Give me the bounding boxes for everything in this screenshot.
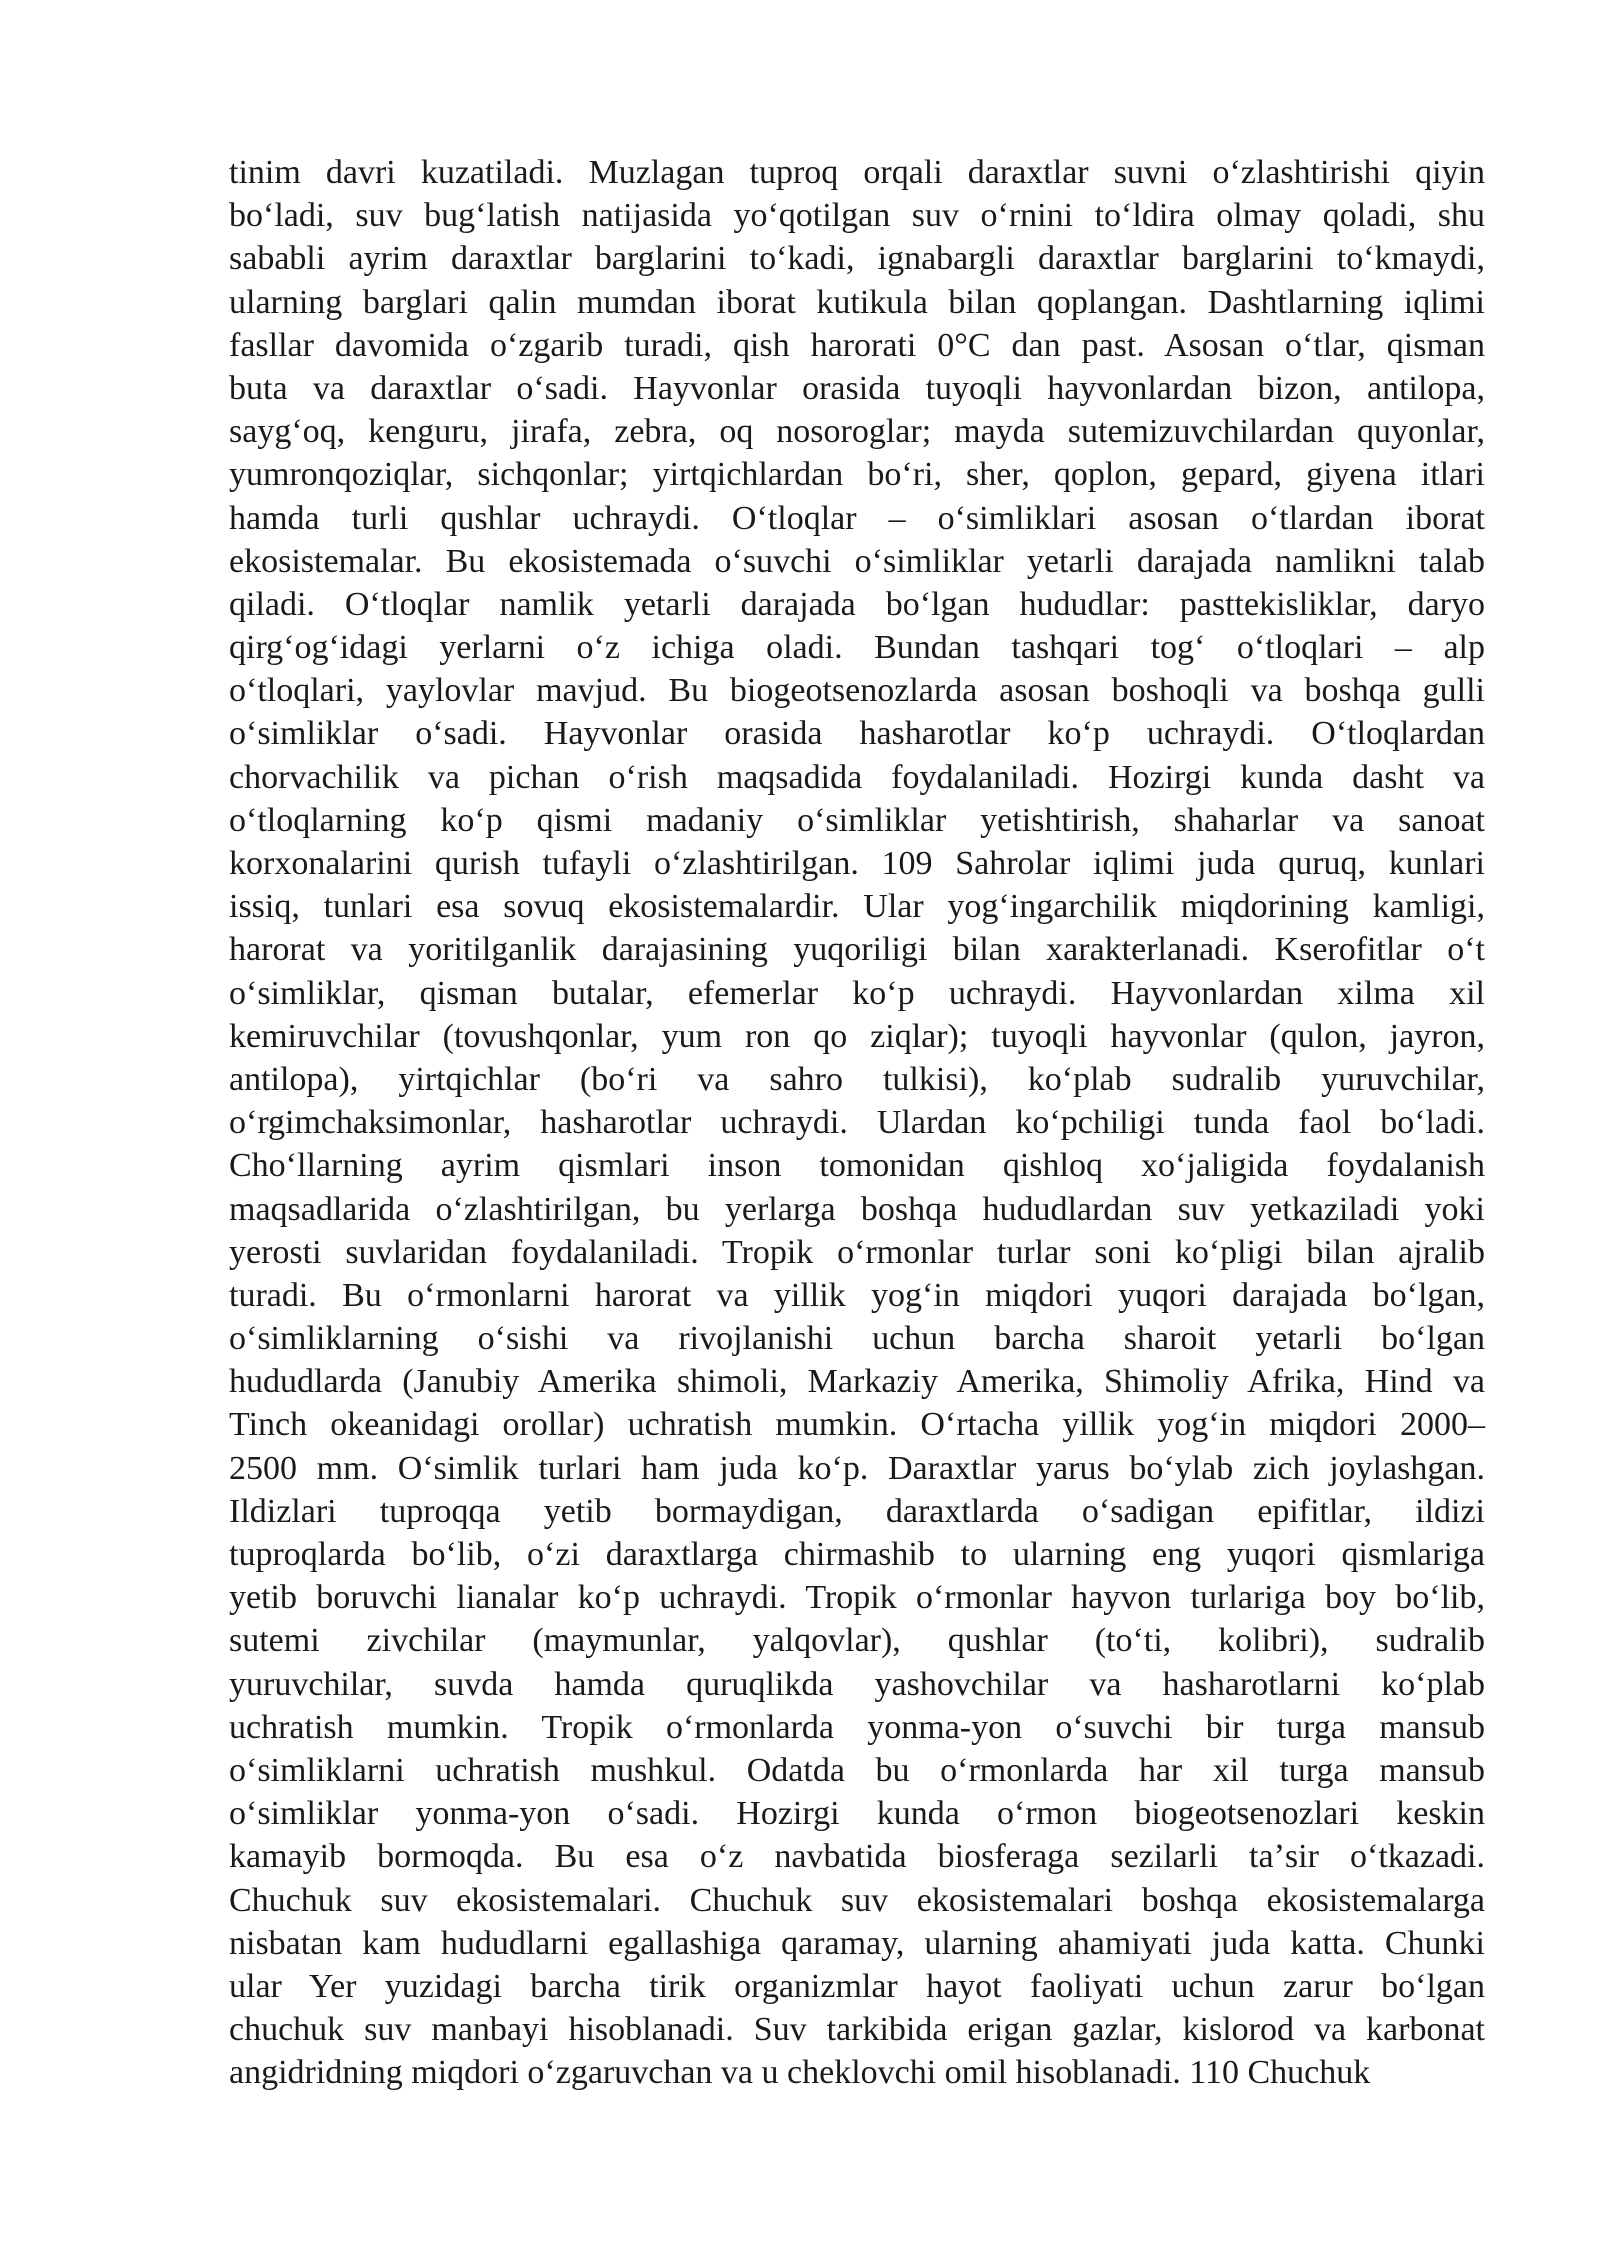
text-line: Tinch okeanidagi orollar) uchratish mumkin. Oʻrtacha yillik yogʻin miqdori 2000– [229,1406,1485,1444]
text-line: yetib boruvchi lianalar koʻp uchraydi. Tropik oʻrmonlar hayvon turlariga boy boʻlib, [229,1579,1485,1617]
text-line: yuruvchilar, suvda hamda quruqlikda yashovchilar va hasharotlarni koʻplab [229,1665,1485,1703]
text-line: buta va daraxtlar oʻsadi. Hayvonlar orasida tuyoqli hayvonlardan bizon, antilopa, [229,369,1485,407]
text-line: maqsadlarida oʻzlashtirilgan, bu yerlarga boshqa hududlardan suv yetkaziladi yoki [229,1190,1485,1228]
text-line: boʻladi, suv bugʻlatish natijasida yoʻqotilgan suv oʻrnini toʻldira olmay qoladi, shu [229,197,1485,235]
text-line: korxonalarini qurish tufayli oʻzlashtirilgan. 109 Sahrolar iqlimi juda quruq, kunlari [229,845,1485,882]
text-line: nisbatan kam hududlarni egallashiga qaramay, ularning ahamiyati juda katta. Chunki [229,1924,1485,1962]
body-text [229,151,1485,2094]
text-line: oʻsimliklarni uchratish mushkul. Odatda bu oʻrmonlarda har xil turga mansub [229,1751,1485,1789]
text-line: antilopa), yirtqichlar (boʻri va sahro tulkisi), koʻplab sudralib yuruvchilar, [229,1060,1485,1098]
text-line: sababli ayrim daraxtlar barglarini toʻkadi, ignabargli daraxtlar barglarini toʻkmaydi, [229,240,1485,278]
text-line: yerosti suvlaridan foydalaniladi. Tropik oʻrmonlar turlar soni koʻpligi bilan ajralib [229,1233,1485,1271]
text-line: 2500 mm. Oʻsimlik turlari ham juda koʻp. Daraxtlar yarus boʻylab zich joylashgan. [229,1449,1485,1487]
text-line: angidridning miqdori oʻzgaruvchan va u cheklovchi omil hisoblanadi. 110 Chuchuk [229,2054,1371,2092]
text-line: hamda turli qushlar uchraydi. Oʻtloqlar – oʻsimliklari asosan oʻtlardan iborat [229,499,1485,537]
text-line: ular Yer yuzidagi barcha tirik organizmlar hayot faoliyati uchun zarur boʻlgan [229,1967,1485,2005]
text-line: oʻsimliklar oʻsadi. Hayvonlar orasida hasharotlar koʻp uchraydi. Oʻtloqlardan [229,715,1485,753]
text-line: oʻsimliklarning oʻsishi va rivojlanishi uchun barcha sharoit yetarli boʻlgan [229,1320,1485,1358]
text-line: uchratish mumkin. Tropik oʻrmonlarda yonma-yon oʻsuvchi bir turga mansub [229,1708,1485,1746]
text-line: Ildizlari tuproqqa yetib bormaydigan, daraxtlarda oʻsadigan epifitlar, ildizi [229,1492,1485,1530]
text-line: harorat va yoritilganlik darajasining yuqoriligi bilan xarakterlanadi. Kserofitlar oʻt [229,931,1485,969]
text-line: Choʻllarning ayrim qismlari inson tomonidan qishloq xoʻjaligida foydalanish [229,1147,1485,1185]
text-line: chuchuk suv manbayi hisoblanadi. Suv tarkibida erigan gazlar, kislorod va karbonat [229,2011,1485,2049]
text-line: turadi. Bu oʻrmonlarni harorat va yillik yogʻin miqdori yuqori darajada boʻlgan, [229,1276,1485,1314]
text-line: sutemi zivchilar (maymunlar, yalqovlar), qushlar (toʻti, kolibri), sudralib [229,1622,1485,1660]
text-line: ularning barglari qalin mumdan iborat kutikula bilan qoplangan. Dashtlarning iqlimi [229,283,1485,321]
text-line: yumronqoziqlar, sichqonlar; yirtqichlardan boʻri, sher, qoplon, gepard, giyena itlari [229,456,1485,494]
text-line: oʻtloqlari, yaylovlar mavjud. Bu biogeotsenozlarda asosan boshoqli va boshqa gulli [229,672,1485,710]
text-line: oʻsimliklar, qisman butalar, efemerlar koʻp uchraydi. Hayvonlardan xilma xil [229,974,1485,1012]
text-line: chorvachilik va pichan oʻrish maqsadida foydalaniladi. Hozirgi kunda dasht va [229,758,1485,796]
text-line: kemiruvchilar (tovushqonlar, yum ron qo ziqlar); tuyoqli hayvonlar (qulon, jayron, [229,1017,1485,1055]
text-line: qirgʻogʻidagi yerlarni oʻz ichiga oladi. Bundan tashqari togʻ oʻtloqlari – alp [229,629,1485,667]
text-line: tuproqlarda boʻlib, oʻzi daraxtlarga chirmashib to ularning eng yuqori qismlariga [229,1536,1485,1573]
text-line: qiladi. Oʻtloqlar namlik yetarli darajada boʻlgan hududlar: pasttekisliklar, daryo [229,585,1485,623]
text-line: issiq, tunlari esa sovuq ekosistemalardir. Ular yogʻingarchilik miqdorining kamligi, [229,888,1485,926]
text-line: ekosistemalar. Bu ekosistemada oʻsuvchi oʻsimliklar yetarli darajada namlikni talab [229,542,1485,580]
text-line: hududlarda (Janubiy Amerika shimoli, Markaziy Amerika, Shimoliy Afrika, Hind va [229,1363,1485,1401]
text-line: fasllar davomida oʻzgarib turadi, qish harorati 0°C dan past. Asosan oʻtlar, qisman [229,326,1485,364]
text-line: kamayib bormoqda. Bu esa oʻz navbatida biosferaga sezilarli taʼsir oʻtkazadi. [229,1838,1485,1876]
text-line: saygʻoq, kenguru, jirafa, zebra, oq nosoroglar; mayda sutemizuvchilardan quyonlar, [229,413,1485,451]
text-line: Chuchuk suv ekosistemalari. Chuchuk suv ekosistemalari boshqa ekosistemalarga [229,1881,1485,1919]
text-line: oʻsimliklar yonma-yon oʻsadi. Hozirgi kunda oʻrmon biogeotsenozlari keskin [229,1795,1485,1833]
text-line: oʻrgimchaksimonlar, hasharotlar uchraydi. Ulardan koʻpchiligi tunda faol boʻladi. [229,1104,1485,1142]
text-line: oʻtloqlarning koʻp qismi madaniy oʻsimliklar yetishtirish, shaharlar va sanoat [229,801,1485,839]
text-line: tinim davri kuzatiladi. Muzlagan tuproq orqali daraxtlar suvni oʻzlashtirishi qiyin [229,154,1485,191]
